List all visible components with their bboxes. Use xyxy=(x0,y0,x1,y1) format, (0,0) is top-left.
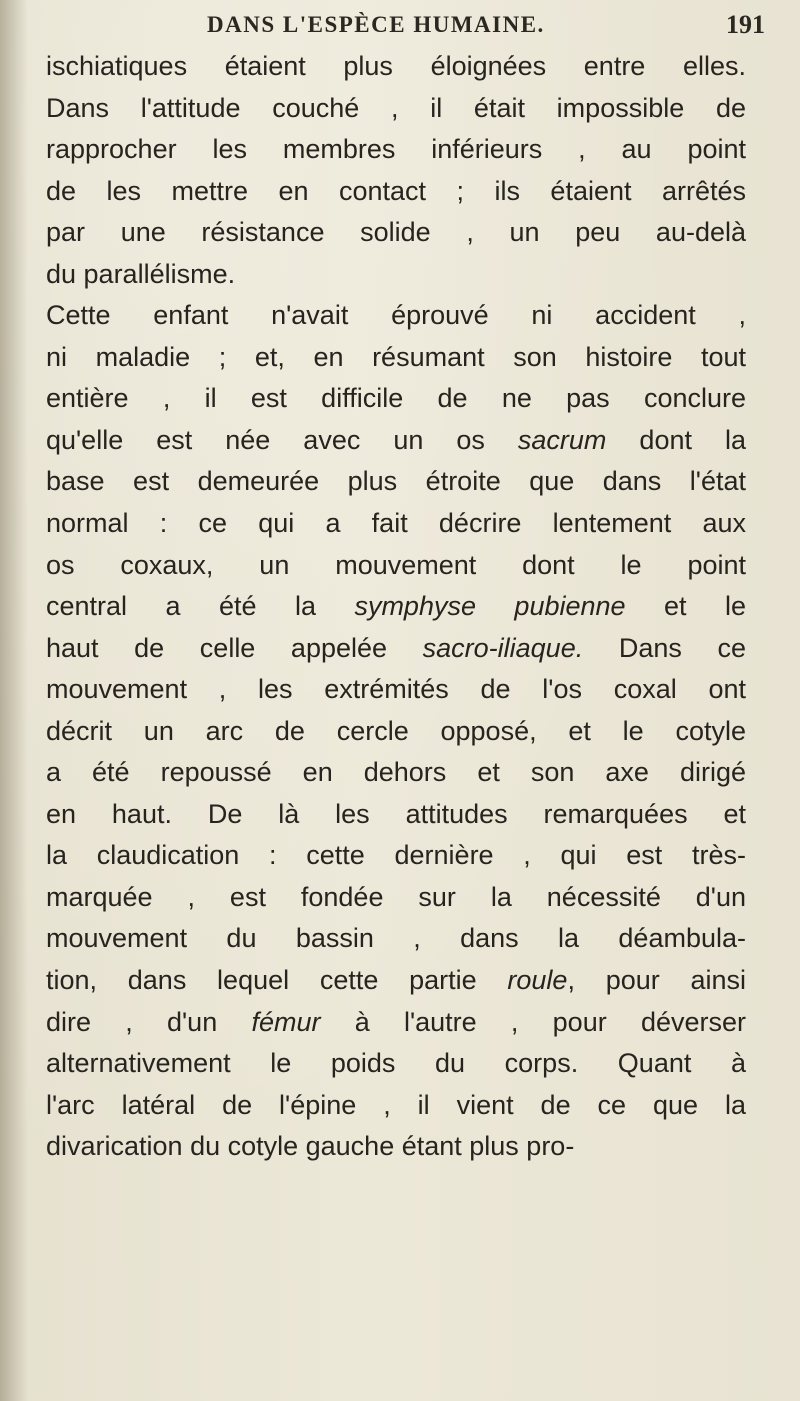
line-text: qu'elle est née avec un os xyxy=(46,424,518,455)
line-text: ni maladie ; et, en résumant son histoire tout xyxy=(46,341,746,372)
text-line xyxy=(46,877,746,919)
line-text: décrit un arc de cercle opposé, et le cotyle xyxy=(46,715,746,746)
line-text: rapprocher les membres inférieurs , au point xyxy=(46,134,746,165)
text-line xyxy=(46,1043,746,1085)
text-line xyxy=(46,254,746,296)
text-line xyxy=(46,711,746,753)
text-line xyxy=(46,835,746,877)
line-text-after: Dans ce xyxy=(583,632,746,663)
text-line xyxy=(46,461,746,503)
text-line xyxy=(46,918,746,960)
line-text: Cette enfant n'avait éprouvé ni accident , xyxy=(46,300,746,331)
text-line xyxy=(46,960,746,1002)
italic-term: symphyse pubienne xyxy=(354,591,626,622)
text-line xyxy=(46,586,746,628)
line-text: marquée , est fondée sur la nécessité d'un xyxy=(46,881,746,912)
line-text-after: , pour ainsi xyxy=(567,965,746,996)
line-text: tion, dans lequel cette partie xyxy=(46,965,508,996)
text-line xyxy=(46,1126,746,1168)
text-line xyxy=(46,420,746,462)
text-line xyxy=(46,545,746,587)
line-text: mouvement , les extrémités de l'os coxal ont xyxy=(46,674,746,705)
text-line xyxy=(46,1085,746,1127)
line-text: base est demeurée plus étroite que dans l'état xyxy=(46,466,746,497)
italic-term: roule xyxy=(507,965,568,996)
text-line xyxy=(46,628,746,670)
text-line xyxy=(46,295,746,337)
text-line xyxy=(46,129,746,171)
line-text: central a été la xyxy=(46,591,355,622)
line-text: a été repoussé en dehors et son axe dirigé xyxy=(46,757,746,788)
italic-term: sacro-iliaque. xyxy=(422,632,584,663)
line-text: par une résistance solide , un peu au-delà xyxy=(46,217,746,248)
line-text: os coxaux, un mouvement dont le point xyxy=(46,549,746,580)
line-text: entière , il est difficile de ne pas conclure xyxy=(46,383,746,414)
line-text: divarication du cotyle gauche étant plus pro- xyxy=(46,1131,575,1162)
text-line xyxy=(46,337,746,379)
line-text: du parallélisme. xyxy=(46,258,236,289)
text-line xyxy=(46,1002,746,1044)
line-text: la claudication : cette dernière , qui est très- xyxy=(46,840,746,871)
line-text: Dans l'attitude couché , il était impossible de xyxy=(46,92,746,123)
body-text xyxy=(46,46,746,1168)
text-line xyxy=(46,752,746,794)
line-text-after: et le xyxy=(625,591,746,622)
italic-term: sacrum xyxy=(517,424,607,455)
line-text: de les mettre en contact ; ils étaient arrêtés xyxy=(46,175,746,206)
text-line xyxy=(46,212,746,254)
running-title: DANS L'ESPÈCE HUMAINE. xyxy=(207,12,545,37)
text-line xyxy=(46,171,746,213)
italic-term: fémur xyxy=(251,1006,321,1037)
line-text: en haut. De là les attitudes remarquées et xyxy=(46,798,746,829)
line-text: mouvement du bassin , dans la déambula- xyxy=(46,923,746,954)
line-text: dire , d'un xyxy=(46,1006,252,1037)
text-line xyxy=(46,378,746,420)
line-text: alternativement le poids du corps. Quant à xyxy=(46,1048,746,1079)
line-text: l'arc latéral de l'épine , il vient de ce que la xyxy=(46,1089,746,1120)
text-line xyxy=(46,503,746,545)
text-line xyxy=(46,88,746,130)
line-text-after: dont la xyxy=(606,424,746,455)
text-line xyxy=(46,794,746,836)
page-number: 191 xyxy=(726,10,765,39)
running-header xyxy=(0,4,800,44)
binding-shadow xyxy=(0,0,28,1401)
line-text: normal : ce qui a fait décrire lentement aux xyxy=(46,508,746,539)
text-line xyxy=(46,46,746,88)
line-text: ischiatiques étaient plus éloignées entre elles. xyxy=(46,51,746,81)
text-line xyxy=(46,669,746,711)
line-text-after: à l'autre , pour déverser xyxy=(320,1006,746,1037)
line-text: haut de celle appelée xyxy=(46,632,423,663)
